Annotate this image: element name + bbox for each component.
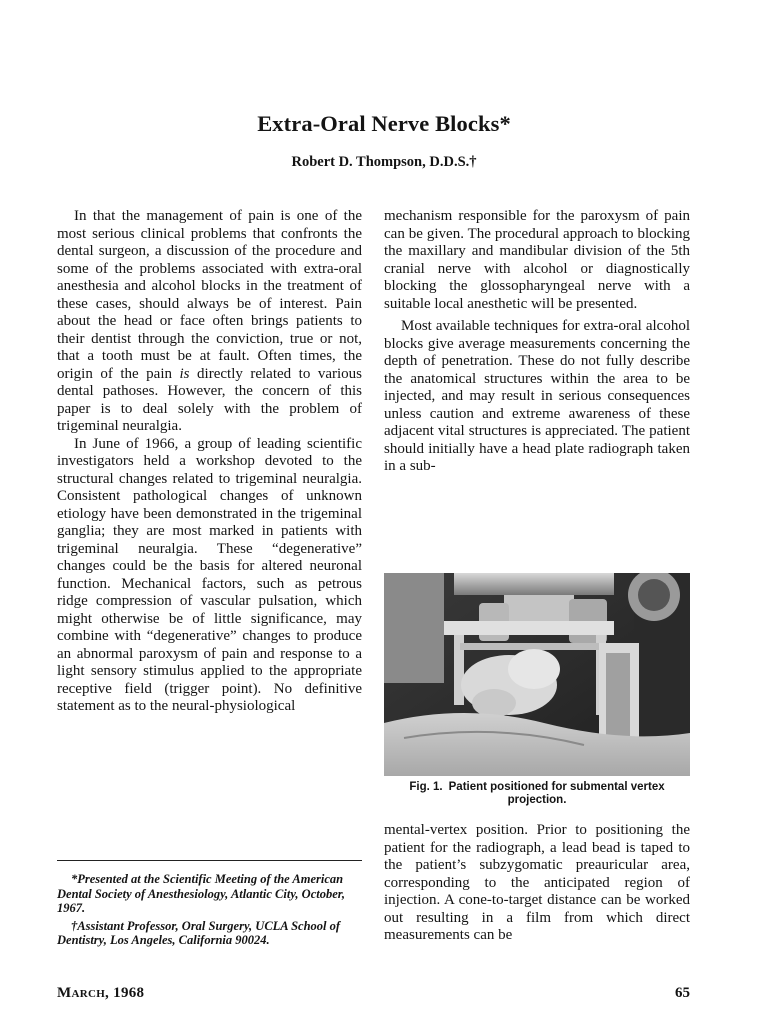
footnote: †Assistant Professor, Oral Surgery, UCLA School of Dentistry, Los Angeles, California 90024. (57, 918, 341, 947)
footer-date: March, 1968 (57, 985, 145, 1001)
article-author: Robert D. Thompson, D.D.S.† (291, 154, 477, 170)
paragraph-text: In that the management of pain is one of the most serious clinical problems that confronts the dental surgeon, a discussion of the procedure and some of the problems associated with extra-oral anesthesia and alcohol blocks in the treatment of these cases, should always be of interest. Pain about the head or face often brings patients to their dentist through the conviction, true or not, that a tooth must be at fault. Often times, the origin of the pain (57, 208, 362, 382)
paragraph: Most available techniques for extra-oral alcohol blocks give average measurements concerning the depth of penetration. These do not fully describe the anatomical structures within the area to be injected, and may result in serious consequences unless caution and extreme awareness of these adjacent vital structures is appreciated. The patient should initially have a head plate radiograph taken in a sub- (384, 318, 690, 474)
left-column (57, 208, 362, 716)
patient-radiograph-photo (384, 573, 690, 776)
footnotes (57, 872, 362, 951)
emphasis-text: is (179, 365, 190, 382)
paragraph-text: directly related to various dental pathoses. However, the concern of this paper is to deal solely with the problem of trigeminal neuralgia. (57, 365, 363, 434)
right-column-top (384, 208, 690, 476)
footnote: *Presented at the Scientific Meeting of the American Dental Society of Anesthesiology, Atlantic City, October, 1967. (57, 872, 346, 915)
paragraph: mental-vertex position. Prior to positioning the patient for the radiograph, a lead bead is taped to the patient’s subzygomatic preauricular area, corresponding to the anticipated region of injection. A cone-to-target distance can be worked out resulting in a film from which direct measurements can be (384, 822, 690, 943)
paragraph (57, 208, 362, 436)
paragraph: mechanism responsible for the paroxysm of pain can be given. The procedural approach to blocking the maxillary and mandibular division of the 5th cranial nerve with alcohol or diagnostically blocking the glossopharyngeal nerve with a suitable local anesthetic will be presented. (384, 208, 690, 312)
right-column-bottom (384, 822, 690, 945)
figure-photo (384, 573, 690, 776)
figure-caption (384, 781, 690, 807)
figure-caption-text: Patient positioned for submental vertex projection. (448, 781, 665, 806)
article-title: Extra-Oral Nerve Blocks* (257, 111, 511, 136)
footnote-divider (57, 860, 362, 861)
figure-label: Fig. 1. (409, 781, 443, 793)
paragraph: In June of 1966, a group of leading scientific investigators held a workshop devoted to the structural changes related to trigeminal neuralgia. Consistent pathological changes of unknown etiology have been demonstrated in the trigeminal ganglia; they are most marked in patients with trigeminal neuralgia. These “degenerative” changes could be the basis for altered neuronal function. Mechanical factors, such as petrous ridge compression of vascular pulsation, which might otherwise be of little significance, may combine with “degenerative” changes to produce an abnormal paroxysm of pain and response to a light sensory stimulus applied to the appropriate receptive field (trigger point). No definitive statement as to the neural-physiological (57, 435, 362, 714)
page-number: 65 (675, 985, 690, 1001)
